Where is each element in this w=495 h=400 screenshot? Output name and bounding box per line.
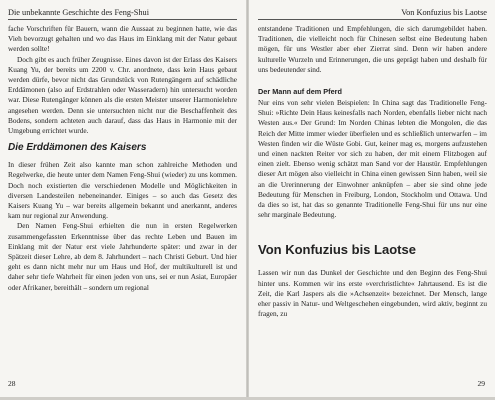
chapter-title: Von Konfuzius bis Laotse — [258, 242, 416, 258]
paragraph: entstandene Traditionen und Empfehlungen, die sich darumgebildet haben. Traditionen, die vielleicht noch für Chinesen selbst eine Bedeutung haben mögen, für uns Westler aber eher Zierrat sind. Denn wir haben andere kulturelle Wurzeln und Erinnerungen, die uns geprägt haben und deshalb für uns bedeutender sind. — [258, 24, 487, 74]
paragraph: Nur eins von sehr vielen Beispielen: In China sagt das Traditionelle Feng-Shui: »Richte Dein Haus keinesfalls nach Norden, ebenfalls lieber nicht nach Westen aus.« Der Grund: Im Norden Chinas lebten die Mongolen, die das Reich der Mitte immer wieder überfielen und es schließlich unterwarfen – im Westen finden wir die Wüste Gobi. Gut, keiner mag es, morgens aufzustehen und einen nackten Reiter vor sich zu haben, der mit einem Flitzbogen auf einen zielt. Ebenso wenig schätzt man Sand vor der Haustür. Empfehlungen dieser Art mögen also vielleicht in China einen gewissen Sinn haben, weil sie an die Urerinnerung der Einwohner anknüpfen – aber sie sind ohne jede Bedeutung für Menschen in Freiburg, London, Stockholm und Ottawa. Und da dies so ist, hat das so genannte Traditionelle Feng-Shui für uns nur eine sehr marginale Bedeutung. — [258, 98, 487, 220]
left-page — [0, 0, 247, 400]
right-page — [248, 0, 495, 400]
paragraph: In dieser frühen Zeit also kannte man schon zahlreiche Methoden und Regelwerke, die heute unter dem Namen Feng-Shui (wieder) zu uns kommen. Doch noch existierten die verschiedenen Modelle und Möglichkeiten in diversen Landesteilen nebeneinander. Einiges – so auch das Gesetz des Kaisers Kuang Yu – war bereits allgemein bekannt und anerkannt, anderes kam nur regional zur Anwendung. — [8, 160, 237, 221]
paragraph: Den Namen Feng-Shui erhielten die nun in ersten Regelwerken zusammengefassten Erkenntnisse über das rechte Leben und Bauen im Einklang mit der Natur erst viele Jahrhunderte später: und zwar in der Spätzeit dieser Lehre, ab dem 8. Jahrhundert – nach Christi Geburt. Und hier geht es dann nicht mehr nur um Haus und Hof, der multikulturell ist und daher sehr tiefe Wahrheit für einen jeden von uns, sei er nun Asiat, Europäer oder Afrikaner, bereithält – sondern um regional — [8, 221, 237, 292]
subheading: Der Mann auf dem Pferd — [258, 87, 342, 97]
paragraph: Doch gibt es auch früher Zeugnisse. Eines davon ist der Erlass des Kaisers Kuang Yu, der bereits um 2200 v. Chr. anordnete, dass kein Haus gebaut werden dürfe, bevor nicht das Grundstück von Rutengängern auf schädliche Erddämonen (also auf Erdstrahlen oder Wasseradern) hin untersucht worden war. Diese Rutengänger können als die ersten Meister unserer Harmonielehre angesehen werden. Denn sie untersuchten nicht nur die Beschaffenheit des Bodens, sondern achteten auch darauf, dass das Haus in Harmonie mit der Umgebung errichtet wurde. — [8, 54, 237, 136]
page-number-left: 28 — [8, 379, 16, 388]
running-header-right: Von Konfuzius bis Laotse — [258, 8, 487, 20]
running-header-left: Die unbekannte Geschichte des Feng-Shui — [8, 8, 237, 20]
left-page-body — [8, 24, 237, 293]
page-number-right: 29 — [477, 379, 485, 388]
section-heading: Die Erddämonen des Kaisers — [8, 142, 147, 154]
paragraph: Lassen wir nun das Dunkel der Geschichte und den Beginn des Feng-Shui hinter uns. Kommen wir ins erste »verchristlichte« Jahrtausend. Es ist die Zeit, die Karl Jaspers als die »Achsenzeit« bezeichnet. Der Mensch, lange eher passiv in Natur- und Weltgeschehen eingebunden, wird aktiv, beginnt zu fragen, zu — [258, 268, 487, 319]
paragraph: fache Vorschriften für Bauern, wann die Aussaat zu beginnen hatte, wie das Vieh bevorzugt gehalten und wo das Haus im Einklang mit der Natur gebaut werden sollte! — [8, 24, 237, 54]
right-page-body — [258, 24, 487, 319]
spacer — [258, 75, 487, 85]
